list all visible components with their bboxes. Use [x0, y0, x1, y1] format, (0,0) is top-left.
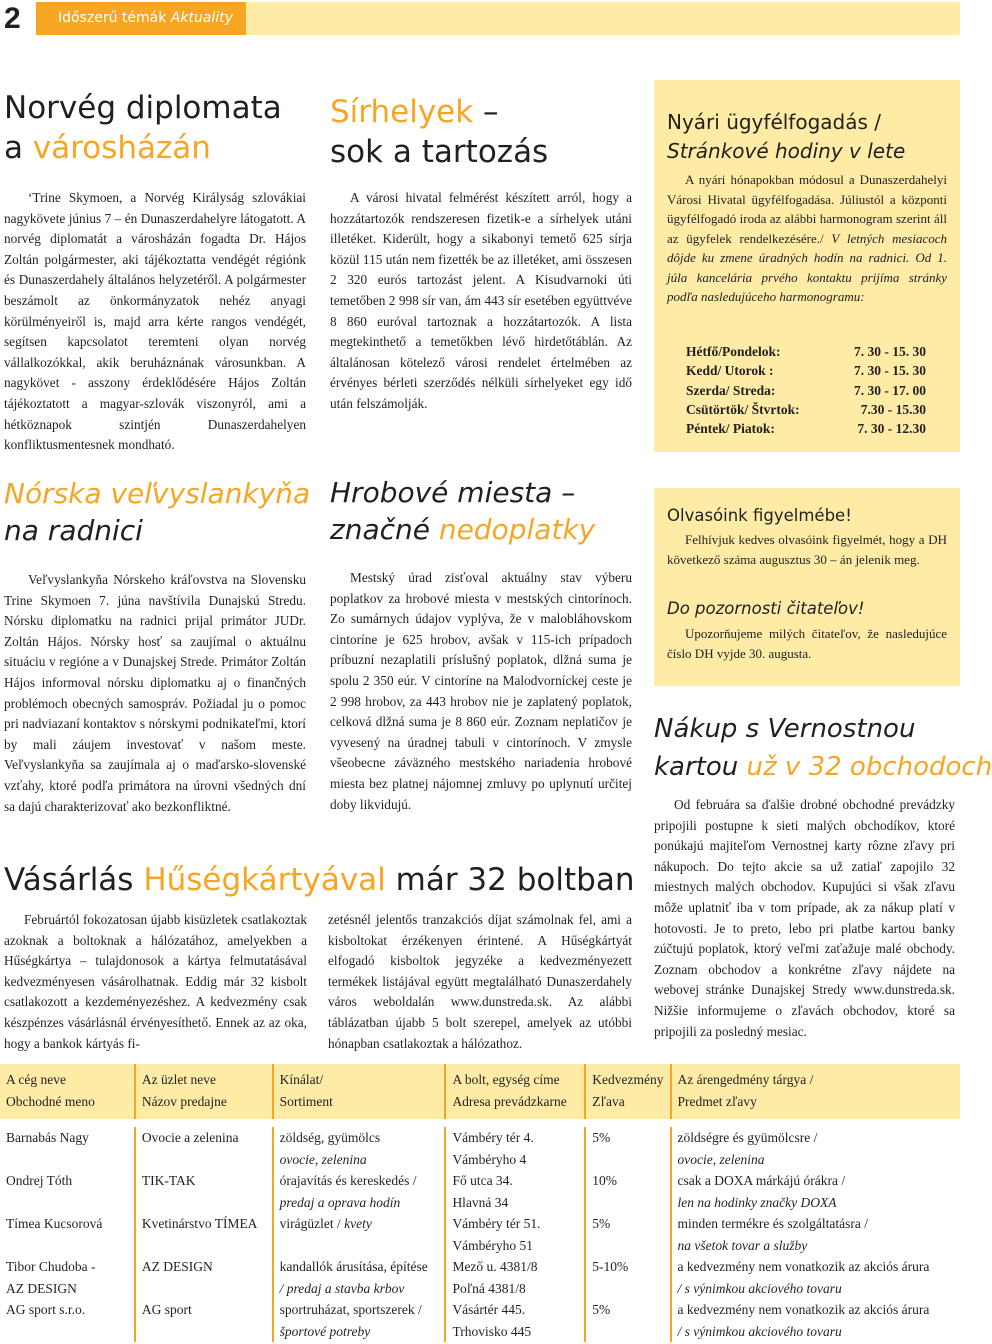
cell-offer: virágüzlet / kvety — [273, 1213, 446, 1256]
section-name-sk: Aktuality — [170, 10, 233, 26]
cell-subject: a kedvezmény nem vonatkozik az akciós árura / s výnimkou akciového tovaru — [671, 1256, 960, 1299]
cell-company: Tibor Chudoba - AZ DESIGN — [0, 1256, 135, 1299]
article3-title-accent: Sírhelyek — [330, 94, 474, 130]
column-header-offer: Kínálat/ Sortiment — [273, 1064, 446, 1119]
hours-row — [686, 400, 926, 419]
hours-row — [686, 361, 926, 380]
cell-shop: Ovocie a zelenina — [135, 1127, 273, 1170]
hours-day: Péntek/ Piatok: — [686, 421, 775, 437]
cell-company: AG sport s.r.o. — [0, 1299, 135, 1342]
cell-discount: 5% — [585, 1127, 670, 1170]
cell-discount: 10% — [585, 1170, 670, 1213]
notice-title-sk: Do pozornosti čitateľov! — [667, 599, 865, 618]
hours-row — [686, 342, 926, 361]
nakup-title-accent: už v 32 obchodoch — [746, 752, 992, 782]
cell-address: Vámbéry tér 51. Vámbéryho 51 — [445, 1213, 585, 1256]
vasarlas-body-col2: zetésnél jelentős tranzakciós díjat számolnak fel, ami a kisboltokat érzékenyen érintené. A Hűségkártyát elfogadó kisboltok jegyzéke a kedvezményezett termékek listájával együtt megtalálható Dunaszerdahely város weboldalán www.dunstreda.sk. Az alábbi táblázatban újabb 5 bolt szerepel, amelyek az utóbbi hónapban csatlakoztak a hálózathoz. — [328, 912, 632, 1051]
cell-shop: TIK-TAK — [135, 1170, 273, 1213]
vasarlas-title-b: már 32 boltban — [385, 862, 635, 898]
hours-day: Csütörtök/ Štvrtok: — [686, 401, 800, 417]
cell-shop: Kvetinárstvo TÍMEA — [135, 1213, 273, 1256]
article4-title-line2a: značné — [330, 513, 439, 546]
article2-title-line2: na radnici — [4, 514, 143, 547]
cell-company: Barnabás Nagy — [0, 1127, 135, 1170]
shop-discount-table — [0, 1064, 960, 1342]
cell-subject: csak a DOXA márkájú órákra / len na hodinky značky DOXA — [671, 1170, 960, 1213]
section-name: Időszerű témák — [58, 10, 167, 26]
hours-row — [686, 419, 926, 438]
cell-offer: kandallók árusítása, építése / predaj a stavba krbov — [273, 1256, 446, 1299]
hours-day: Szerda/ Streda: — [686, 382, 776, 398]
article2-title-accent: Nórska veľvyslankyňa — [4, 477, 311, 510]
table-header-row — [0, 1064, 960, 1119]
column-header-subject: Az árengedmény tárgya / Predmet zľavy — [671, 1064, 960, 1119]
column-header-shop: Az üzlet neve Názov predajne — [135, 1064, 273, 1119]
cell-address: Vásártér 445. Trhovisko 445 — [445, 1299, 585, 1342]
table-row — [0, 1256, 960, 1299]
cell-company: Ondrej Tóth — [0, 1170, 135, 1213]
hours-day: Kedd/ Utorok : — [686, 363, 774, 379]
article1-body: ‘Trine Skymoen, a Norvég Királyság szlovákiai nagykövete június 7 – én Dunaszerdahelyre látogatott. A norvég diplomatát a városházán fogadta Dr. Hájos Zoltán polgármester, aki tájékoztatta vendégét régiónk és Dunaszerdahely általános helyzetéről. A polgármester beszámolt az önkormányzatok nehéz anyagi körülményeiről is, majd arra kérte rangos vendégét, segítsen kapcsolatot teremteni olyan norvég vállalkozókkal, akik beruháznának városunkban. A nagykövet - asszony érdeklődésére Hájos Zoltán tájékoztatott a magyar-szlovák viszonyról, ami a hétköznapok szintjén Dunaszerdahelyen konfliktusmentesnek mondható. — [4, 190, 306, 453]
summer-title-line2: Stránkové hodiny v lete — [667, 139, 906, 163]
summer-body-hu: A nyári hónapokban módosul a Dunaszerdahelyi Városi Hivatal ügyfélfogadása. Júliustól a központi ügyfélfogadó iroda az alábbi harmonogram szerint áll az ügyfelek rendelkezésére./ — [667, 172, 947, 246]
hours-day: Hétfő/Pondelok: — [686, 344, 781, 359]
cell-shop: AG sport — [135, 1299, 273, 1342]
vasarlas-title-accent: Hűségkártyával — [143, 862, 386, 898]
vasarlas-title-a: Vásárlás — [4, 862, 144, 898]
hours-time: 7. 30 - 17. 00 — [854, 382, 926, 398]
cell-subject: minden termékre és szolgáltatásra / na všetok tovar a služby — [671, 1213, 960, 1256]
notice-body-hu: Felhívjuk kedves olvasóink figyelmét, hogy a DH következő száma augusztus 30 – án jelenik meg. — [667, 532, 947, 567]
vasarlas-title — [4, 858, 634, 902]
table-row — [0, 1127, 960, 1170]
article3-title-dash: – — [473, 94, 499, 130]
cell-discount: 5-10% — [585, 1256, 670, 1299]
hours-time: 7.30 - 15.30 — [860, 401, 926, 417]
column-header-company: A cég neve Obchodné meno — [0, 1064, 135, 1119]
cell-offer: órajavítás és kereskedés / predaj a oprava hodín — [273, 1170, 446, 1213]
nakup-title-line1: Nákup s Vernostnou — [654, 714, 916, 744]
summer-body-sk: V letných mesiacoch dôjde ku zmene úradných hodín na radnici. Od 1. júla kancelária prvého kontaktu prijíma stránky podľa nasledujúceho harmonogramu: — [667, 230, 948, 304]
cell-address: Mező u. 4381/8 Poľná 4381/8 — [445, 1256, 585, 1299]
article4-title-line1: Hrobové miesta – — [330, 476, 576, 509]
article1-title-a: a — [4, 130, 33, 166]
summer-hours-list — [686, 342, 926, 438]
cell-shop: AZ DESIGN — [135, 1256, 273, 1299]
summer-title-line1: Nyári ügyfélfogadás / — [667, 110, 881, 134]
nakup-title-line2a: kartou — [654, 752, 747, 782]
article2-body: Veľvyslankyňa Nórskeho kráľovstva na Slovensku Trine Skymoen 7. júna navštívila Dunajskú Stredu. Nórsku diplomatku na radnici prijal primátor JUDr. Zoltán Hájos. Nórsky hosť sa zaujímal o aktuálnu situáciu v regióne a v Dunajskej Strede. Primátor Zoltán Hájos informoval nórsku diplomatku aj o finančných problémoch obecných samospráv. Požiadal ju o pomoc pri nadviazaní kontaktov s nórskymi podnikateľmi, ktorí by mali záujem investovať v našom meste. Veľvyslankyňa sa zaujímala aj o maďarsko-slovenské vzťahy, ktoré podľa primátora na úrovni všedných dní sa dajú charakterizovať ako bezkonfliktné. — [4, 572, 306, 814]
article4-body: Mestský úrad zisťoval aktuálny stav výberu poplatkov za hrobové miesta v mestských cintorínoch. Zo sumárnych údajov vyplýva, že v malobláhovskom cintoríne je 625 hrobov, avšak v 115-ich prípadoch príbuzní nezaplatili príslušný poplatok, dlžná suma je spolu 2 350 eúr. V cintoríne na Malodvorníckej ceste je 2 998 hrobov, za 443 hrobov nie je zaplatený poplatok, celková dlžná suma je 8 860 eúr. Zoznam neplatičov je vyvesený na úradnej tabuli v cintorínoch. V zmysle všeobecne záväzného mestského nariadenia hrobové miesta bez platnej nájomnej zmluvy po uplynutí určitej doby likvidujú. — [330, 570, 632, 812]
summer-body — [667, 170, 947, 307]
article3-title-line2: sok a tartozás — [330, 134, 549, 170]
article4-title — [330, 474, 595, 548]
hours-row — [686, 381, 926, 400]
cell-address: Fő utca 34. Hlavná 34 — [445, 1170, 585, 1213]
page-number: 2 — [4, 2, 21, 35]
table-row — [0, 1170, 960, 1213]
hours-time: 7. 30 - 15. 30 — [854, 363, 926, 379]
article3-title — [330, 92, 548, 172]
cell-subject: zöldségre és gyümölcsre / ovocie, zelenina — [671, 1127, 960, 1170]
article1-title-accent: városházán — [32, 130, 211, 166]
cell-subject: a kedvezmény nem vonatkozik az akciós árura / s výnimkou akciového tovaru — [671, 1299, 960, 1342]
cell-discount: 5% — [585, 1213, 670, 1256]
column-header-address: A bolt, egység címe Adresa prevádzkarne — [445, 1064, 585, 1119]
notice-title-hu: Olvasóink figyelmébe! — [667, 506, 852, 525]
cell-discount: 5% — [585, 1299, 670, 1342]
table-row — [0, 1299, 960, 1342]
nakup-title — [654, 710, 992, 786]
summer-title — [667, 108, 905, 166]
table-row — [0, 1213, 960, 1256]
notice-body-sk: Upozorňujeme milých čitateľov, že nasledujúce číslo DH vyjde 30. augusta. — [667, 626, 947, 661]
article1-title-line1: Norvég diplomata — [4, 90, 282, 126]
vasarlas-body-col1: Februártól fokozatosan újabb kisüzletek csatlakoztak azoknak a boltoknak a hálózatához, amelyekben a Hűségkártya – tulajdonosok a kártya felmutatásával kedvezményesen vásárolhatnak. Eddig már 32 kisbolt csatlakozott a kezdeményezéshez. A kedvezmény csak készpénzes vásárlásnál érvényesíthető. Ennek az az oka, hogy a bankok kártyás fi- — [4, 912, 307, 1051]
column-header-discount: Kedvezmény Zľava — [585, 1064, 670, 1119]
cell-offer: zöldség, gyümölcs ovocie, zelenina — [273, 1127, 446, 1170]
section-label — [36, 2, 246, 35]
nakup-body: Od februára sa ďalšie drobné obchodné prevádzky pripojili postupne k sieti malých obchodíkov, ktoré ponúkajú majiteľom Vernostnej karty rôzne zľavy pri nákupoch. Do tejto akcie sa už zatiaľ zapojilo 32 miestnych malých obchodov. Kupujúci si však zľavu môže uplatniť iba v tom prípade, ak za nákup platí v hotovosti. Je to preto, lebo pri platbe kartou banky zúčtujú poplatok, ktorý veľmi zaťažuje malé obchody. Zoznam obchodov a konkrétne zľavy nájdete na webovej stránke Dunajskej Stredy www.dunstreda.sk. Nižšie informujeme o zľavách obchodov, ktoré sa pripojili za posledný mesiac. — [654, 797, 955, 1039]
article3-body: A városi hivatal felmérést készített arról, hogy a hozzátartozók rendszeresen fizetik-e a sírhelyek utáni illetéket. Kiderült, hogy a sikabonyi temető 625 sírja közül 115 után nem fizették be az illetéket, ami összesen 2 320 eurós tartozást jelent. A Kisudvarnoki úti temetőben 2 998 sír van, ám 443 sír esetében együttvéve 8 860 euróval tartoznak a hozzátartozók. A lista megtekinthető a temetőkben lévő hirdetőtáblán. Az általánosan kötelező városi rendelet értelmében az érvényes bérleti szerződés nélküli sírhelyeket egy idő után felszámolják. — [330, 190, 632, 411]
cell-address: Vámbéry tér 4. Vámbéryho 4 — [445, 1127, 585, 1170]
hours-time: 7. 30 - 15. 30 — [854, 344, 926, 359]
cell-offer: sportruházat, sportszerek / športové potreby — [273, 1299, 446, 1342]
hours-time: 7. 30 - 12.30 — [857, 421, 926, 437]
article1-title — [4, 88, 282, 168]
article4-title-accent: nedoplatky — [438, 513, 596, 546]
article2-title — [4, 475, 310, 549]
cell-company: Tímea Kucsorová — [0, 1213, 135, 1256]
